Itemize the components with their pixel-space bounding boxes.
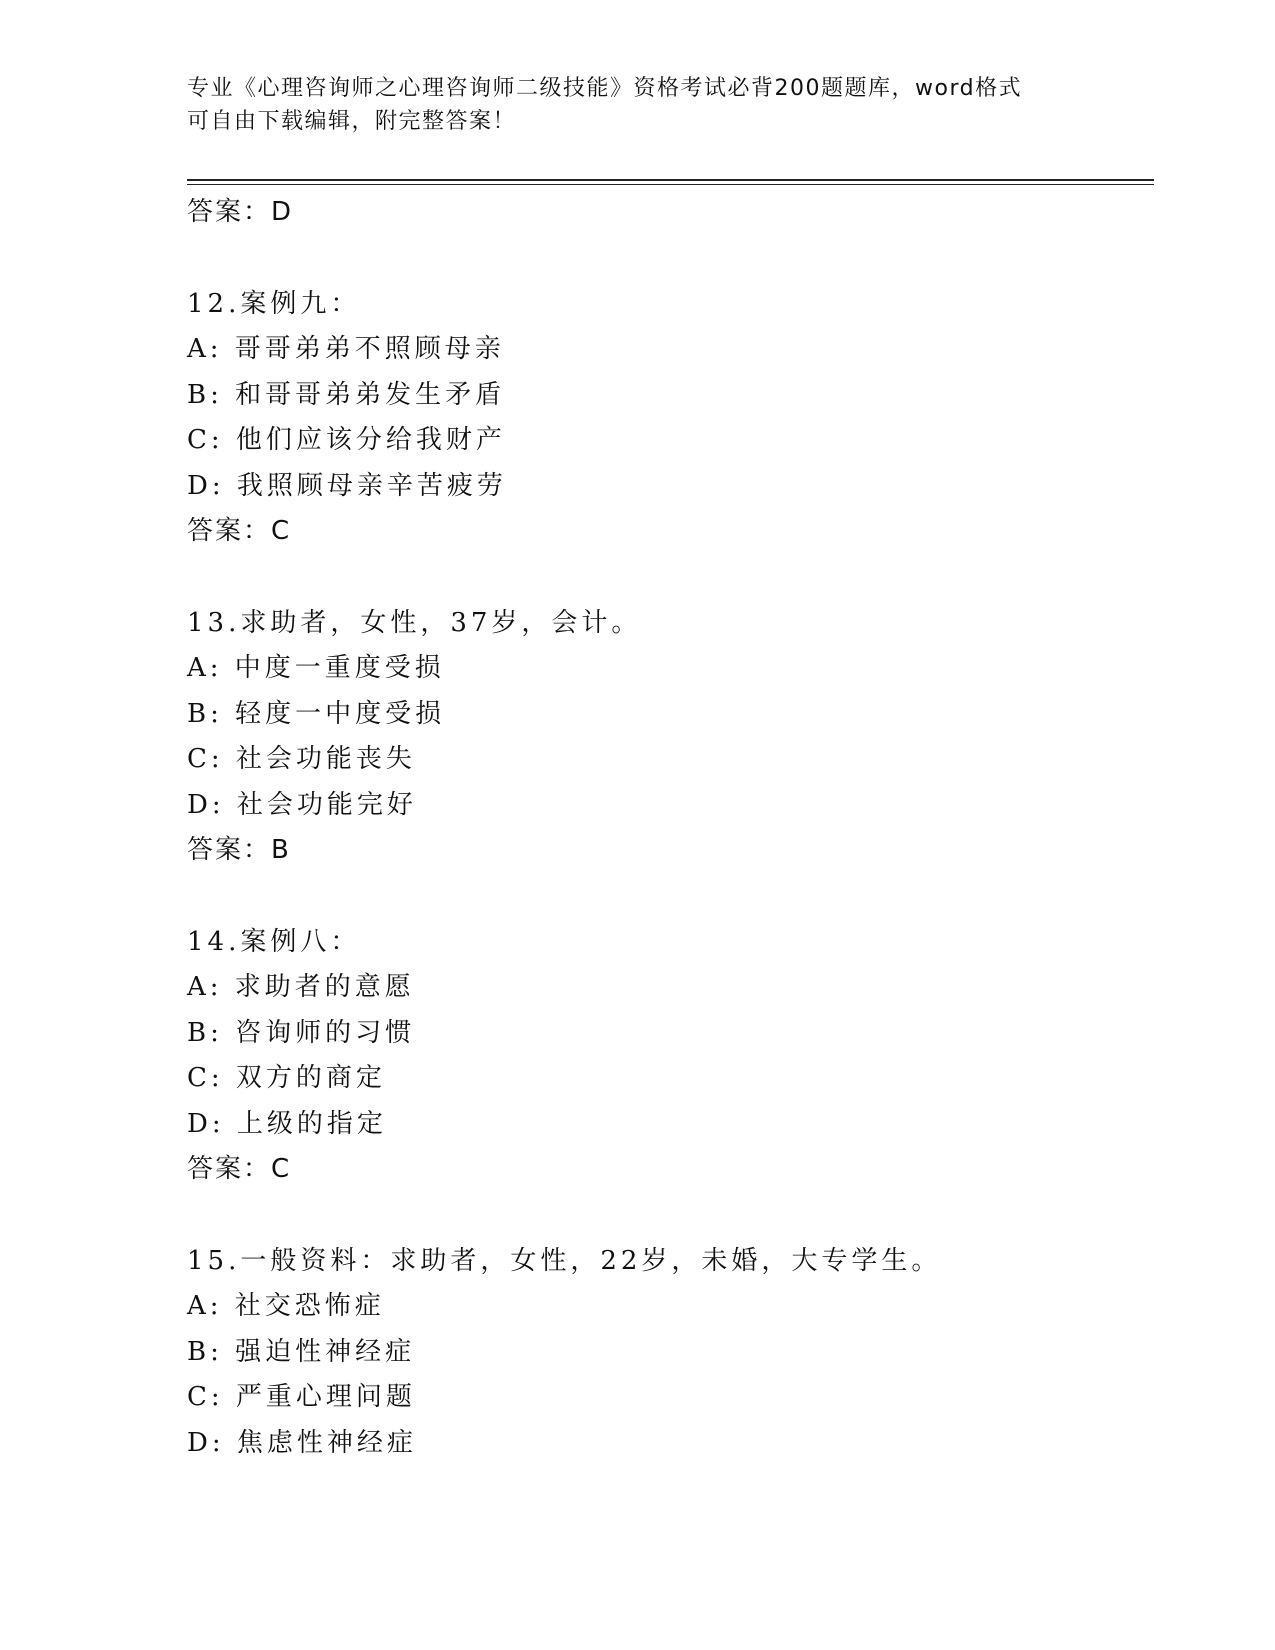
question-stem: 14.案例八： [187, 926, 361, 957]
answer-line: 答案：C [187, 1154, 292, 1184]
option-b: B: 轻度一中度受损 [187, 698, 446, 729]
header-rule-thick [187, 179, 1154, 181]
question-block [187, 601, 1147, 874]
question-stem: 13.求助者，女性，37岁，会计。 [187, 607, 642, 638]
answer-line: 答案：B [187, 835, 291, 865]
question-stem: 12.案例九： [187, 288, 361, 319]
question-block [187, 1239, 1147, 1467]
option-b: B: 咨询师的习惯 [187, 1017, 416, 1048]
answer-line: 答案：D [187, 197, 294, 227]
option-c: C: 他们应该分给我财产 [187, 425, 506, 455]
option-c: C: 社会功能丧失 [187, 744, 416, 774]
question-block [187, 920, 1147, 1193]
question-block [187, 282, 1147, 555]
header-rule-thin [187, 184, 1154, 185]
option-c: C: 双方的商定 [187, 1063, 386, 1093]
option-d: D: 我照顾母亲辛苦疲劳 [187, 470, 507, 501]
header-line-1: 专业《心理咨询师之心理咨询师二级技能》资格考试必背200题题库，word格式 [187, 76, 1023, 101]
header-line-2: 可自由下载编辑，附完整答案！ [187, 109, 517, 134]
option-b: B: 强迫性神经症 [187, 1336, 416, 1367]
option-a: A: 中度一重度受损 [187, 653, 445, 683]
option-b: B: 和哥哥弟弟发生矛盾 [187, 379, 506, 410]
question-stem: 15.一般资料：求助者，女性，22岁，未婚，大专学生。 [187, 1245, 942, 1276]
question-list [187, 190, 1147, 1466]
option-a: A: 哥哥弟弟不照顾母亲 [187, 334, 505, 364]
answer-line: 答案：C [187, 516, 292, 546]
option-c: C: 严重心理问题 [187, 1382, 416, 1412]
option-d: D: 上级的指定 [187, 1108, 387, 1139]
option-d: D: 社会功能完好 [187, 789, 417, 820]
document-header [187, 72, 1087, 138]
option-a: A: 社交恐怖症 [187, 1291, 385, 1321]
option-a: A: 求助者的意愿 [187, 972, 415, 1002]
option-d: D: 焦虑性神经症 [187, 1427, 417, 1458]
